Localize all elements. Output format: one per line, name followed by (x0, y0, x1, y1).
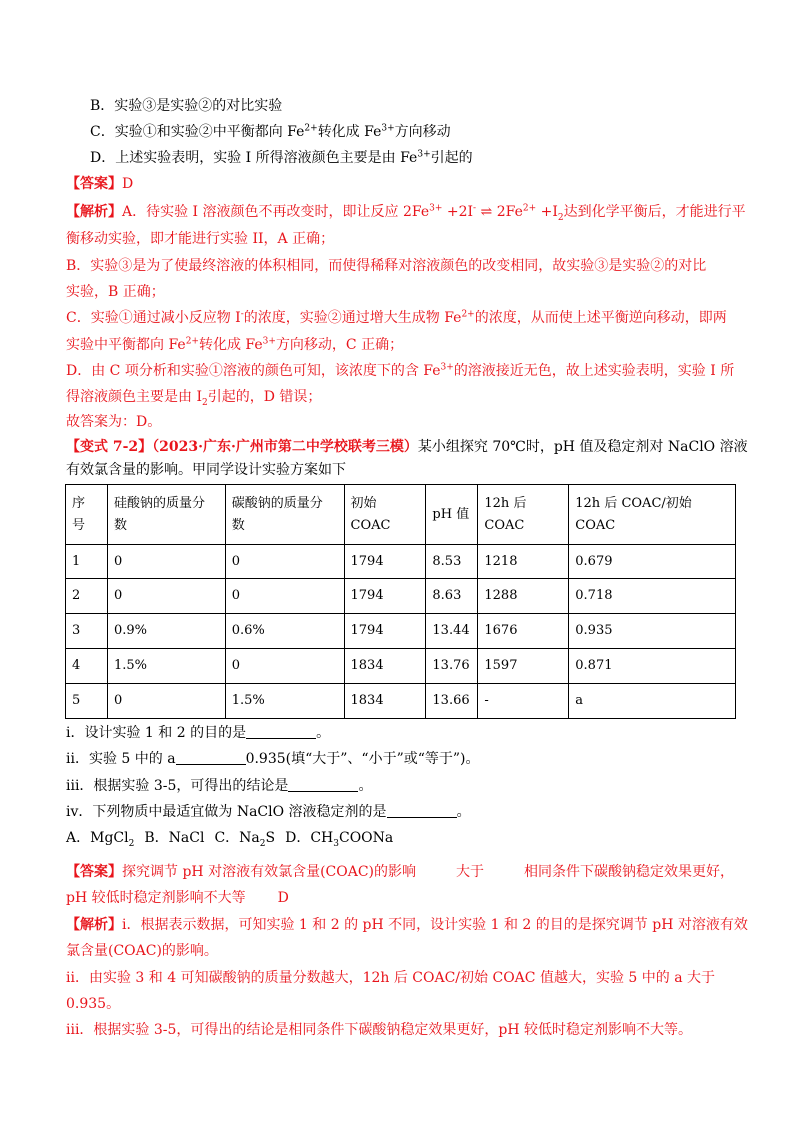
subscript: 2 (201, 397, 208, 408)
superscript: 3+ (417, 149, 431, 160)
variant-intro: 某小组探究 70℃时，pH 值及稳定剂对 NaClO 溶液 (417, 439, 748, 455)
table-cell: 8.53 (426, 545, 478, 579)
answer-2-line2 (66, 887, 289, 909)
question-4 (66, 801, 471, 823)
table-row (66, 614, 736, 649)
answer-label: 【答案】 (66, 176, 122, 192)
analysis-text: +I (536, 204, 558, 220)
analysis-text: 达到化学平衡后，才能进行平 (563, 204, 746, 220)
superscript: 2+ (522, 203, 537, 214)
experiment-table (65, 484, 736, 719)
table-cell: 1834 (344, 649, 426, 684)
option-b-text: B．实验③是实验②的对比实验 (90, 98, 283, 114)
answer-part: 探究调节 pH 对溶液有效氯含量(COAC)的影响 (122, 864, 417, 880)
analysis-2-i-line2 (66, 940, 218, 962)
analysis-text: 方向移动，C 正确； (275, 337, 404, 353)
header-text: 12h 后 (484, 495, 527, 511)
subscript: 3 (333, 838, 339, 849)
table-cell: 3 (66, 614, 108, 649)
analysis-label: 【解析】 (66, 917, 122, 933)
analysis-1-d-line2 (66, 386, 321, 408)
header-index (66, 485, 108, 545)
table-cell: 1.5% (107, 649, 225, 684)
choice-formula: MgCl (90, 830, 129, 846)
table-cell: 1794 (344, 579, 426, 614)
header-text: COAC (575, 517, 616, 533)
table-row (66, 579, 736, 614)
table-cell: 2 (66, 579, 108, 614)
answer-blank (176, 750, 246, 765)
header-initial-coac (344, 485, 426, 545)
table-cell: 0 (107, 545, 225, 579)
superscript: 3+ (429, 203, 443, 214)
answer-blank (246, 724, 316, 739)
table-cell: 1794 (344, 545, 426, 579)
analysis-text: iii．根据实验 3-5，可得出的结论是相同条件下碳酸钠稳定效果更好，pH 较低时稳定剂影响不大等。 (66, 1022, 693, 1038)
answer-1 (66, 173, 133, 195)
superscript: 3+ (381, 123, 395, 134)
analysis-text: A．待实验 I 溶液颜色不再改变时，即让反应 2Fe (122, 204, 430, 220)
analysis-1-conclusion (66, 411, 161, 433)
analysis-1-a (66, 201, 746, 223)
variant-header (66, 436, 748, 458)
table-cell: 1597 (478, 649, 569, 684)
analysis-text: 2Fe (496, 204, 523, 220)
variant-source: （2023·广东·广州市第二中学校联考三模） (152, 439, 418, 455)
table-cell: 0.679 (569, 545, 736, 579)
analysis-text: 0.935。 (66, 996, 121, 1012)
option-c-text: C．实验①和实验②中平衡都向 Fe (90, 124, 305, 140)
choice-label: D． (285, 830, 311, 846)
question-text: 0.935(填“大于”、“小于”或“等于”)。 (245, 751, 480, 767)
answer-part: 相同条件下碳酸钠稳定效果更好， (524, 864, 735, 880)
table-cell: 0 (107, 579, 225, 614)
analysis-text: 转化成 Fe (198, 337, 263, 353)
table-cell: 0.871 (569, 649, 736, 684)
superscript: 2+ (461, 309, 475, 320)
question-text: 。 (316, 725, 331, 741)
choice-formula: COONa (338, 830, 394, 846)
equilibrium-arrow: ⇌ (476, 204, 497, 220)
analysis-text: 故答案为：D。 (66, 414, 162, 430)
table-cell: 0.935 (569, 614, 736, 649)
table-cell: 1218 (478, 545, 569, 579)
choice-formula: Na (239, 830, 260, 846)
header-text: 硅酸钠的质量分 (113, 495, 205, 511)
header-text: 数 (231, 517, 245, 533)
question-text: iii．根据实验 3-5，可得出的结论是 (66, 778, 289, 794)
analysis-2-iii (66, 1019, 692, 1041)
analysis-text: 的浓度，实验②通过增大生成物 Fe (243, 310, 462, 326)
table-row (66, 684, 736, 719)
option-b (90, 95, 282, 117)
analysis-1-b (66, 255, 706, 277)
answer-value: D (122, 176, 134, 192)
choice-b: B．NaCl (144, 830, 205, 846)
analysis-1-c (66, 307, 727, 329)
variant-intro-line2 (66, 459, 346, 481)
question-3 (66, 775, 372, 797)
table-cell: 8.63 (426, 579, 478, 614)
question-2 (66, 748, 480, 770)
analysis-text: C．实验①通过减小反应物 I (66, 310, 241, 326)
table-cell: 1.5% (225, 684, 344, 719)
superscript: - (473, 203, 477, 214)
table-cell: 0 (225, 545, 344, 579)
answer-2 (66, 861, 734, 883)
table-header-row (66, 485, 736, 545)
analysis-text: B．实验③是为了使最终溶液的体积相同，而使得稀释对溶液颜色的改变相同，故实验③是实验②的对比 (66, 258, 707, 274)
choice-formula: CH (310, 830, 334, 846)
analysis-2-ii (66, 967, 715, 989)
analysis-text: 引起的，D 错误； (207, 389, 322, 405)
choice-label: A． (66, 830, 91, 846)
header-text: 数 (113, 517, 127, 533)
option-d-text: D．上述实验表明，实验 I 所得溶液颜色主要是由 Fe (90, 150, 418, 166)
answer-label: 【答案】 (66, 864, 122, 880)
superscript: 3+ (440, 362, 454, 373)
question-text: 。 (456, 804, 471, 820)
table-cell: 4 (66, 649, 108, 684)
table-cell: 0.9% (107, 614, 225, 649)
header-text: pH 值 (432, 506, 470, 522)
analysis-text: +2I (442, 204, 474, 220)
header-12h-coac (478, 485, 569, 545)
analysis-text: 实验中平衡都向 Fe (66, 337, 186, 353)
superscript: 3+ (262, 336, 276, 347)
header-text: 碳酸钠的质量分 (231, 495, 323, 511)
option-d-text: 引起的 (430, 150, 473, 166)
table-row (66, 545, 736, 579)
header-sodium-silicate (107, 485, 225, 545)
superscript: - (240, 309, 244, 320)
answer-blank (288, 777, 358, 792)
superscript: 2+ (185, 336, 199, 347)
answer-part: pH 较低时稳定剂影响不大等 (66, 890, 246, 906)
subscript: 2 (259, 838, 266, 849)
header-ph (426, 485, 478, 545)
analysis-text: 的溶液接近无色，故上述实验表明，实验 I 所 (453, 363, 735, 379)
header-ratio (569, 485, 736, 545)
analysis-2-i (66, 914, 748, 936)
table-cell: 13.66 (426, 684, 478, 719)
question-text: ii．实验 5 中的 a (66, 751, 176, 767)
question-text: iv．下列物质中最适宜做为 NaClO 溶液稳定剂的是 (66, 804, 387, 820)
analysis-text: 氯含量(COAC)的影响。 (66, 943, 218, 959)
table-cell: 0.718 (569, 579, 736, 614)
table-cell: 1794 (344, 614, 426, 649)
header-text: COAC (484, 517, 525, 533)
choice-formula: S (265, 830, 276, 846)
header-text: 序 (72, 495, 86, 511)
subscript: 2 (557, 212, 564, 223)
answer-part: 大于 (456, 864, 485, 880)
table-cell: - (478, 684, 569, 719)
header-text: 12h 后 COAC/初始 (575, 495, 692, 511)
table-cell: 0 (107, 684, 225, 719)
analysis-1-c-line2 (66, 334, 403, 356)
answer-blank (387, 803, 457, 818)
analysis-1-a-line2 (66, 228, 334, 250)
analysis-label: 【解析】 (66, 204, 122, 220)
table-row (66, 649, 736, 684)
subscript: 2 (128, 838, 135, 849)
superscript: 2+ (304, 123, 318, 134)
question-1 (66, 722, 330, 744)
analysis-1-d (66, 360, 734, 382)
analysis-text: 得溶液颜色主要是由 I (66, 389, 202, 405)
analysis-text: D．由 C 项分析和实验①溶液的颜色可知，该浓度下的含 Fe (66, 363, 441, 379)
table-cell: 0 (225, 579, 344, 614)
option-c (90, 121, 451, 143)
variant-intro-text: 有效氯含量的影响。甲同学设计实验方案如下 (66, 462, 346, 478)
choice-label: C． (214, 830, 240, 846)
analysis-text: 实验，B 正确； (66, 284, 165, 300)
table-cell: 13.44 (426, 614, 478, 649)
analysis-text: i．根据表示数据，可知实验 1 和 2 的 pH 不同，设计实验 1 和 2 的目的是探究调节 pH 对溶液有效 (122, 917, 748, 933)
question-text: 。 (358, 778, 373, 794)
table-cell: 1288 (478, 579, 569, 614)
analysis-1-b-line2 (66, 281, 165, 303)
header-sodium-carbonate (225, 485, 344, 545)
question-text: i．设计实验 1 和 2 的目的是 (66, 725, 247, 741)
table-cell: 13.76 (426, 649, 478, 684)
answer-part: D (277, 890, 289, 906)
header-text: 初始 (350, 495, 377, 511)
variant-label: 【变式 7-2】 (66, 439, 153, 455)
table-cell: 0.6% (225, 614, 344, 649)
table-cell: 0 (225, 649, 344, 684)
table-cell: a (569, 684, 736, 719)
table-cell: 5 (66, 684, 108, 719)
header-text: 号 (72, 517, 86, 533)
option-c-text: 转化成 Fe (317, 124, 382, 140)
table-cell: 1676 (478, 614, 569, 649)
analysis-text: 的浓度，从而使上述平衡逆向移动，即两 (474, 310, 727, 326)
table-cell: 1834 (344, 684, 426, 719)
analysis-2-ii-line2 (66, 993, 120, 1015)
option-d (90, 147, 473, 169)
option-c-text: 方向移动 (394, 124, 451, 140)
analysis-text: ii．由实验 3 和 4 可知碳酸钠的质量分数越大，12h 后 COAC/初始 COAC 值越大，实验 5 中的 a 大于 (66, 970, 715, 986)
analysis-text: 衡移动实验，即才能进行实验 II，A 正确； (66, 231, 335, 247)
question-4-choices (66, 827, 393, 849)
header-text: COAC (350, 517, 391, 533)
table-cell: 1 (66, 545, 108, 579)
